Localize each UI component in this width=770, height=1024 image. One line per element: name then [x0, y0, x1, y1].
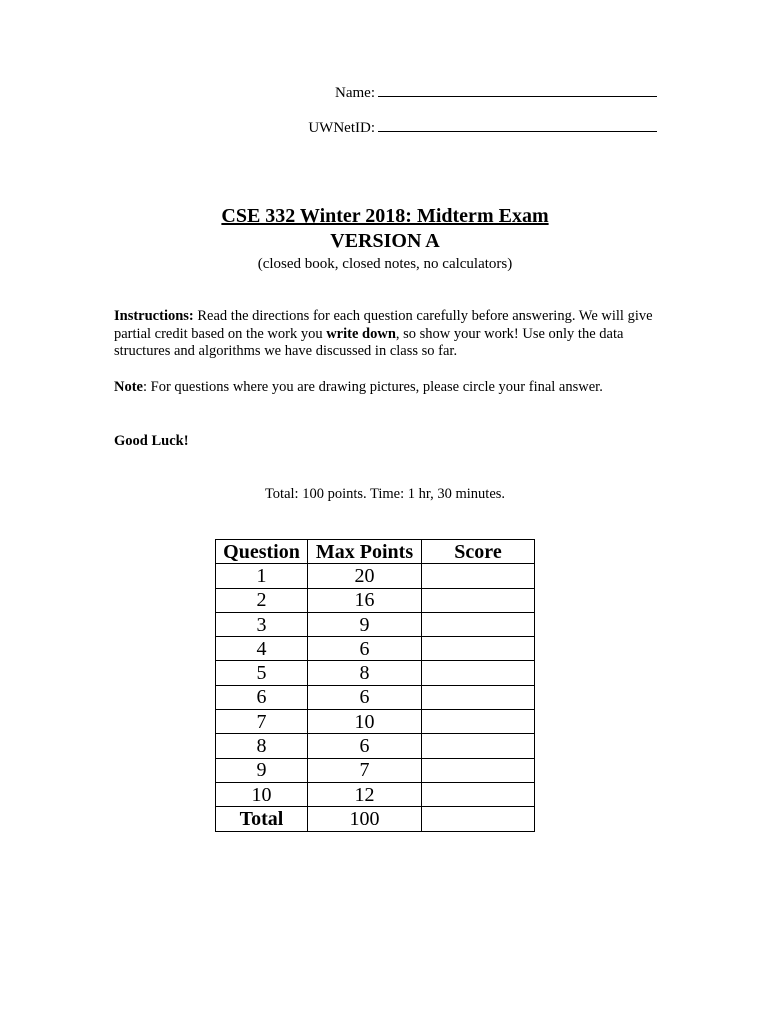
question-cell: 1 — [216, 564, 308, 588]
score-cell[interactable] — [422, 685, 535, 709]
max-points-cell: 6 — [308, 637, 422, 661]
note-label: Note — [114, 379, 143, 395]
score-cell[interactable] — [422, 637, 535, 661]
score-table-total-row — [216, 807, 535, 831]
max-points-cell: 6 — [308, 685, 422, 709]
name-blank-line[interactable] — [378, 96, 657, 97]
score-table-body — [216, 564, 535, 807]
table-row — [216, 612, 535, 636]
table-row — [216, 685, 535, 709]
max-points-cell: 12 — [308, 782, 422, 806]
score-cell[interactable] — [422, 588, 535, 612]
question-cell: 6 — [216, 685, 308, 709]
header-question: Question — [216, 540, 308, 564]
question-cell: 8 — [216, 734, 308, 758]
good-luck-text: Good Luck! — [114, 433, 189, 449]
header-max-points: Max Points — [308, 540, 422, 564]
max-points-cell: 6 — [308, 734, 422, 758]
instructions-label: Instructions: — [114, 308, 194, 324]
total-points-time: Total: 100 points. Time: 1 hr, 30 minutes. — [264, 486, 506, 502]
question-cell: 4 — [216, 637, 308, 661]
question-cell: 5 — [216, 661, 308, 685]
table-row — [216, 564, 535, 588]
max-points-cell: 8 — [308, 661, 422, 685]
score-cell[interactable] — [422, 612, 535, 636]
instructions-paragraph — [114, 308, 659, 361]
score-table — [215, 539, 535, 832]
score-cell[interactable] — [422, 564, 535, 588]
score-cell[interactable] — [422, 661, 535, 685]
score-cell[interactable] — [422, 782, 535, 806]
score-cell[interactable] — [422, 758, 535, 782]
max-points-cell: 16 — [308, 588, 422, 612]
name-label: Name: — [335, 85, 375, 101]
note-paragraph — [114, 379, 659, 397]
total-score-cell[interactable] — [422, 807, 535, 831]
table-row — [216, 588, 535, 612]
score-table-header-row — [216, 540, 535, 564]
question-cell: 9 — [216, 758, 308, 782]
instructions-emphasis: write down — [326, 325, 396, 342]
table-row — [216, 782, 535, 806]
exam-version: VERSION A — [330, 230, 440, 252]
max-points-cell: 9 — [308, 612, 422, 636]
question-cell: 2 — [216, 588, 308, 612]
total-max-points: 100 — [308, 807, 422, 831]
note-text: : For questions where you are drawing pictures, please circle your final answer. — [143, 379, 603, 395]
uwnetid-blank-line[interactable] — [378, 131, 657, 132]
question-cell: 3 — [216, 612, 308, 636]
table-row — [216, 710, 535, 734]
table-row — [216, 637, 535, 661]
header-score: Score — [422, 540, 535, 564]
total-label: Total — [216, 807, 308, 831]
max-points-cell: 10 — [308, 710, 422, 734]
score-cell[interactable] — [422, 734, 535, 758]
max-points-cell: 20 — [308, 564, 422, 588]
table-row — [216, 734, 535, 758]
exam-subtitle: (closed book, closed notes, no calculators) — [257, 256, 513, 272]
table-row — [216, 661, 535, 685]
uwnetid-label: UWNetID: — [308, 120, 375, 136]
table-row — [216, 758, 535, 782]
question-cell: 7 — [216, 710, 308, 734]
instructions-text-1: Read the directions for each question carefully before answering. We will give partial credit based on the work you — [114, 308, 653, 342]
instructions-text-2: , so show your work! Use only the data structures and algorithms we have discussed in class so far. — [114, 325, 624, 359]
exam-title: CSE 332 Winter 2018: Midterm Exam — [221, 205, 549, 227]
question-cell: 10 — [216, 782, 308, 806]
score-cell[interactable] — [422, 710, 535, 734]
max-points-cell: 7 — [308, 758, 422, 782]
